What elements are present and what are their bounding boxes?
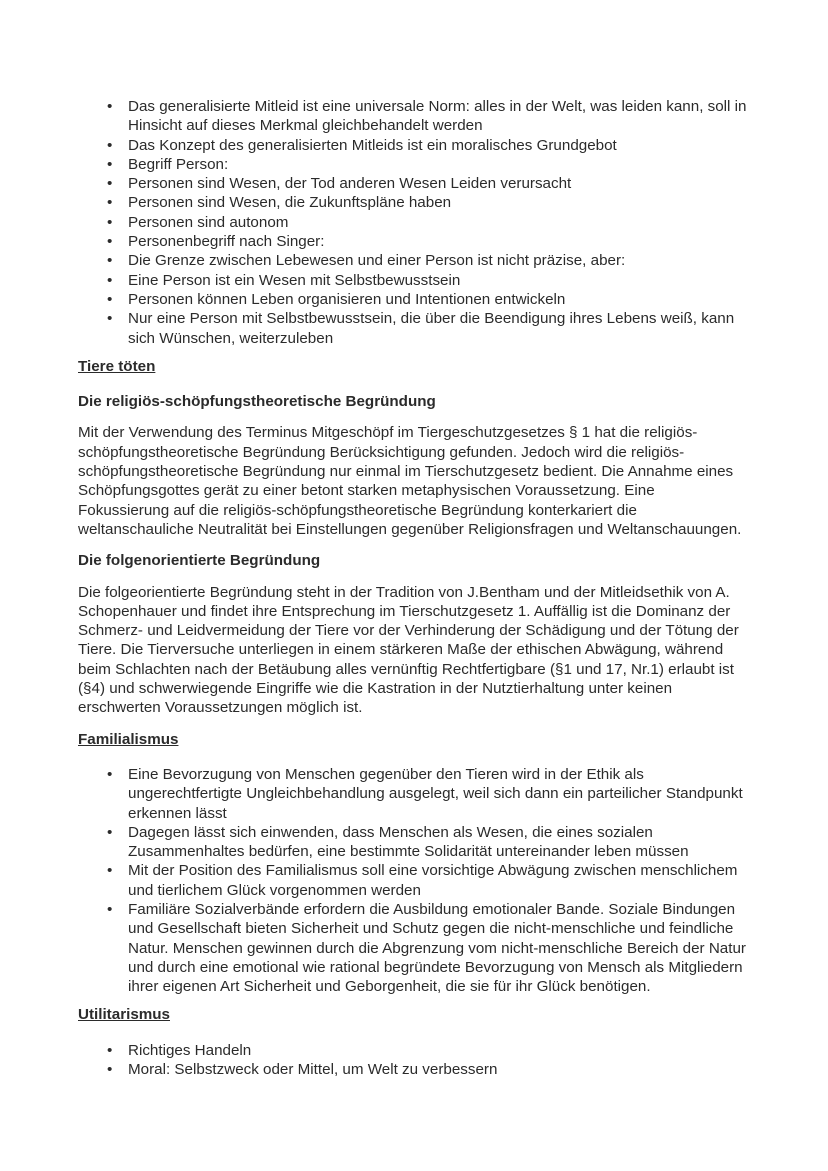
section-heading-tiere-toeten: Tiere töten	[78, 357, 156, 375]
bullet-item: • Personen sind Wesen, die Zukunftspläne haben	[128, 193, 750, 212]
bullet-item: • Personenbegriff nach Singer:	[128, 232, 750, 251]
bullet-item: • Eine Person ist ein Wesen mit Selbstbewusstsein	[128, 271, 750, 290]
bullet-item: • Das generalisierte Mitleid ist eine universale Norm: alles in der Welt, was leiden kann, soll in Hinsicht auf dieses Merkmal gleichbehandelt werden	[128, 97, 750, 136]
bullet-item: • Begriff Person:	[128, 155, 750, 174]
bullet-item: • Personen sind autonom	[128, 213, 750, 232]
bullet-item: • Nur eine Person mit Selbstbewusstsein, die über die Beendigung ihres Lebens weiß, kann sich Wünschen, weiterzuleben	[128, 309, 750, 348]
bullet-item: • Richtiges Handeln	[128, 1041, 750, 1060]
section-heading-religioes: Die religiös-schöpfungstheoretische Begründung	[78, 393, 436, 411]
intro-bullet-list	[78, 97, 750, 348]
bullet-item: • Familiäre Sozialverbände erfordern die Ausbildung emotionaler Bande. Soziale Bindungen und Gesellschaft bieten Sicherheit und Schutz gegen die nicht-menschliche und feindliche Natur. Menschen gewinnen durch die Abgrenzung vom nicht-menschliche Bereich der Natur und durch eine emotional wie rational begründete Bevorzugung von Mensch als Mitgliedern ihrer eigenen Art Sicherheit und Geborgenheit, die sie für ihr Glück benötigen.	[128, 900, 750, 996]
paragraph-religioes: Mit der Verwendung des Terminus Mitgeschöpf im Tiergeschutzgesetzes § 1 hat die religiös-schöpfungstheoretische Begründung Berücksichtigung gefunden. Jedoch wird die religiös-schöpfungstheoretische Begründung nur einmal im Tierschutzgesetz bedient. Die Annahme eines Schöpfungsgottes gerät zu einer betont starken metaphysischen Voraussetzung. Eine Fokussierung auf die religiös-schöpfungstheoretische Begründung konterkariert die weltanschauliche Neutralität bei Einstellungen gegenüber Religionsfragen und Weltanschauungen.	[78, 424, 742, 538]
bullet-item: • Eine Bevorzugung von Menschen gegenüber den Tieren wird in der Ethik als ungerechtfertigte Ungleichbehandlung ausgelegt, weil sich dann ein parteilicher Standpunkt erkennen lässt	[128, 765, 750, 823]
section-heading-familialismus: Familialismus	[78, 730, 179, 748]
utilitarismus-bullet-list	[78, 1041, 750, 1080]
bullet-item: • Mit der Position des Familialismus soll eine vorsichtige Abwägung zwischen menschlichem und tierlichem Glück vorgenommen werden	[128, 861, 750, 900]
bullet-item: • Personen sind Wesen, der Tod anderen Wesen Leiden verursacht	[128, 174, 750, 193]
bullet-item: • Moral: Selbstzweck oder Mittel, um Welt zu verbessern	[128, 1060, 750, 1079]
section-heading-folgenorientiert: Die folgenorientierte Begründung	[78, 552, 321, 570]
bullet-item: • Personen können Leben organisieren und Intentionen entwickeln	[128, 290, 750, 309]
bullet-item: • Dagegen lässt sich einwenden, dass Menschen als Wesen, die eines sozialen Zusammenhaltes bedürfen, eine bestimmte Solidarität untereinander leben müssen	[128, 823, 750, 862]
bullet-item: • Die Grenze zwischen Lebewesen und einer Person ist nicht präzise, aber:	[128, 251, 750, 270]
document-content	[78, 97, 750, 1088]
bullet-item: • Das Konzept des generalisierten Mitleids ist ein moralisches Grundgebot	[128, 136, 750, 155]
section-heading-utilitarismus: Utilitarismus	[78, 1006, 170, 1024]
familialismus-bullet-list	[78, 765, 750, 997]
paragraph-folgenorientiert: Die folgeorientierte Begründung steht in der Tradition von J.Bentham und der Mitleidsethik von A. Schopenhauer und findet ihre Entsprechung im Tierschutzgesetz 1. Auffällig ist die Dominanz der Schmerz- und Leidvermeidung der Tiere vor der Verhinderung der Schädigung und der Tötung der Tiere. Die Tierversuche unterliegen in einem stärkeren Maße der ethischen Abwägung, während beim Schlachten nach der Betäubung alles vernünftig Rechtfertigbare (§1 und 17, Nr.1) erlaubt ist (§4) und schwerwiegende Eingriffe wie die Kastration in der Nutztierhaltung unter keinen erschwerten Voraussetzungen möglich ist.	[78, 583, 739, 717]
